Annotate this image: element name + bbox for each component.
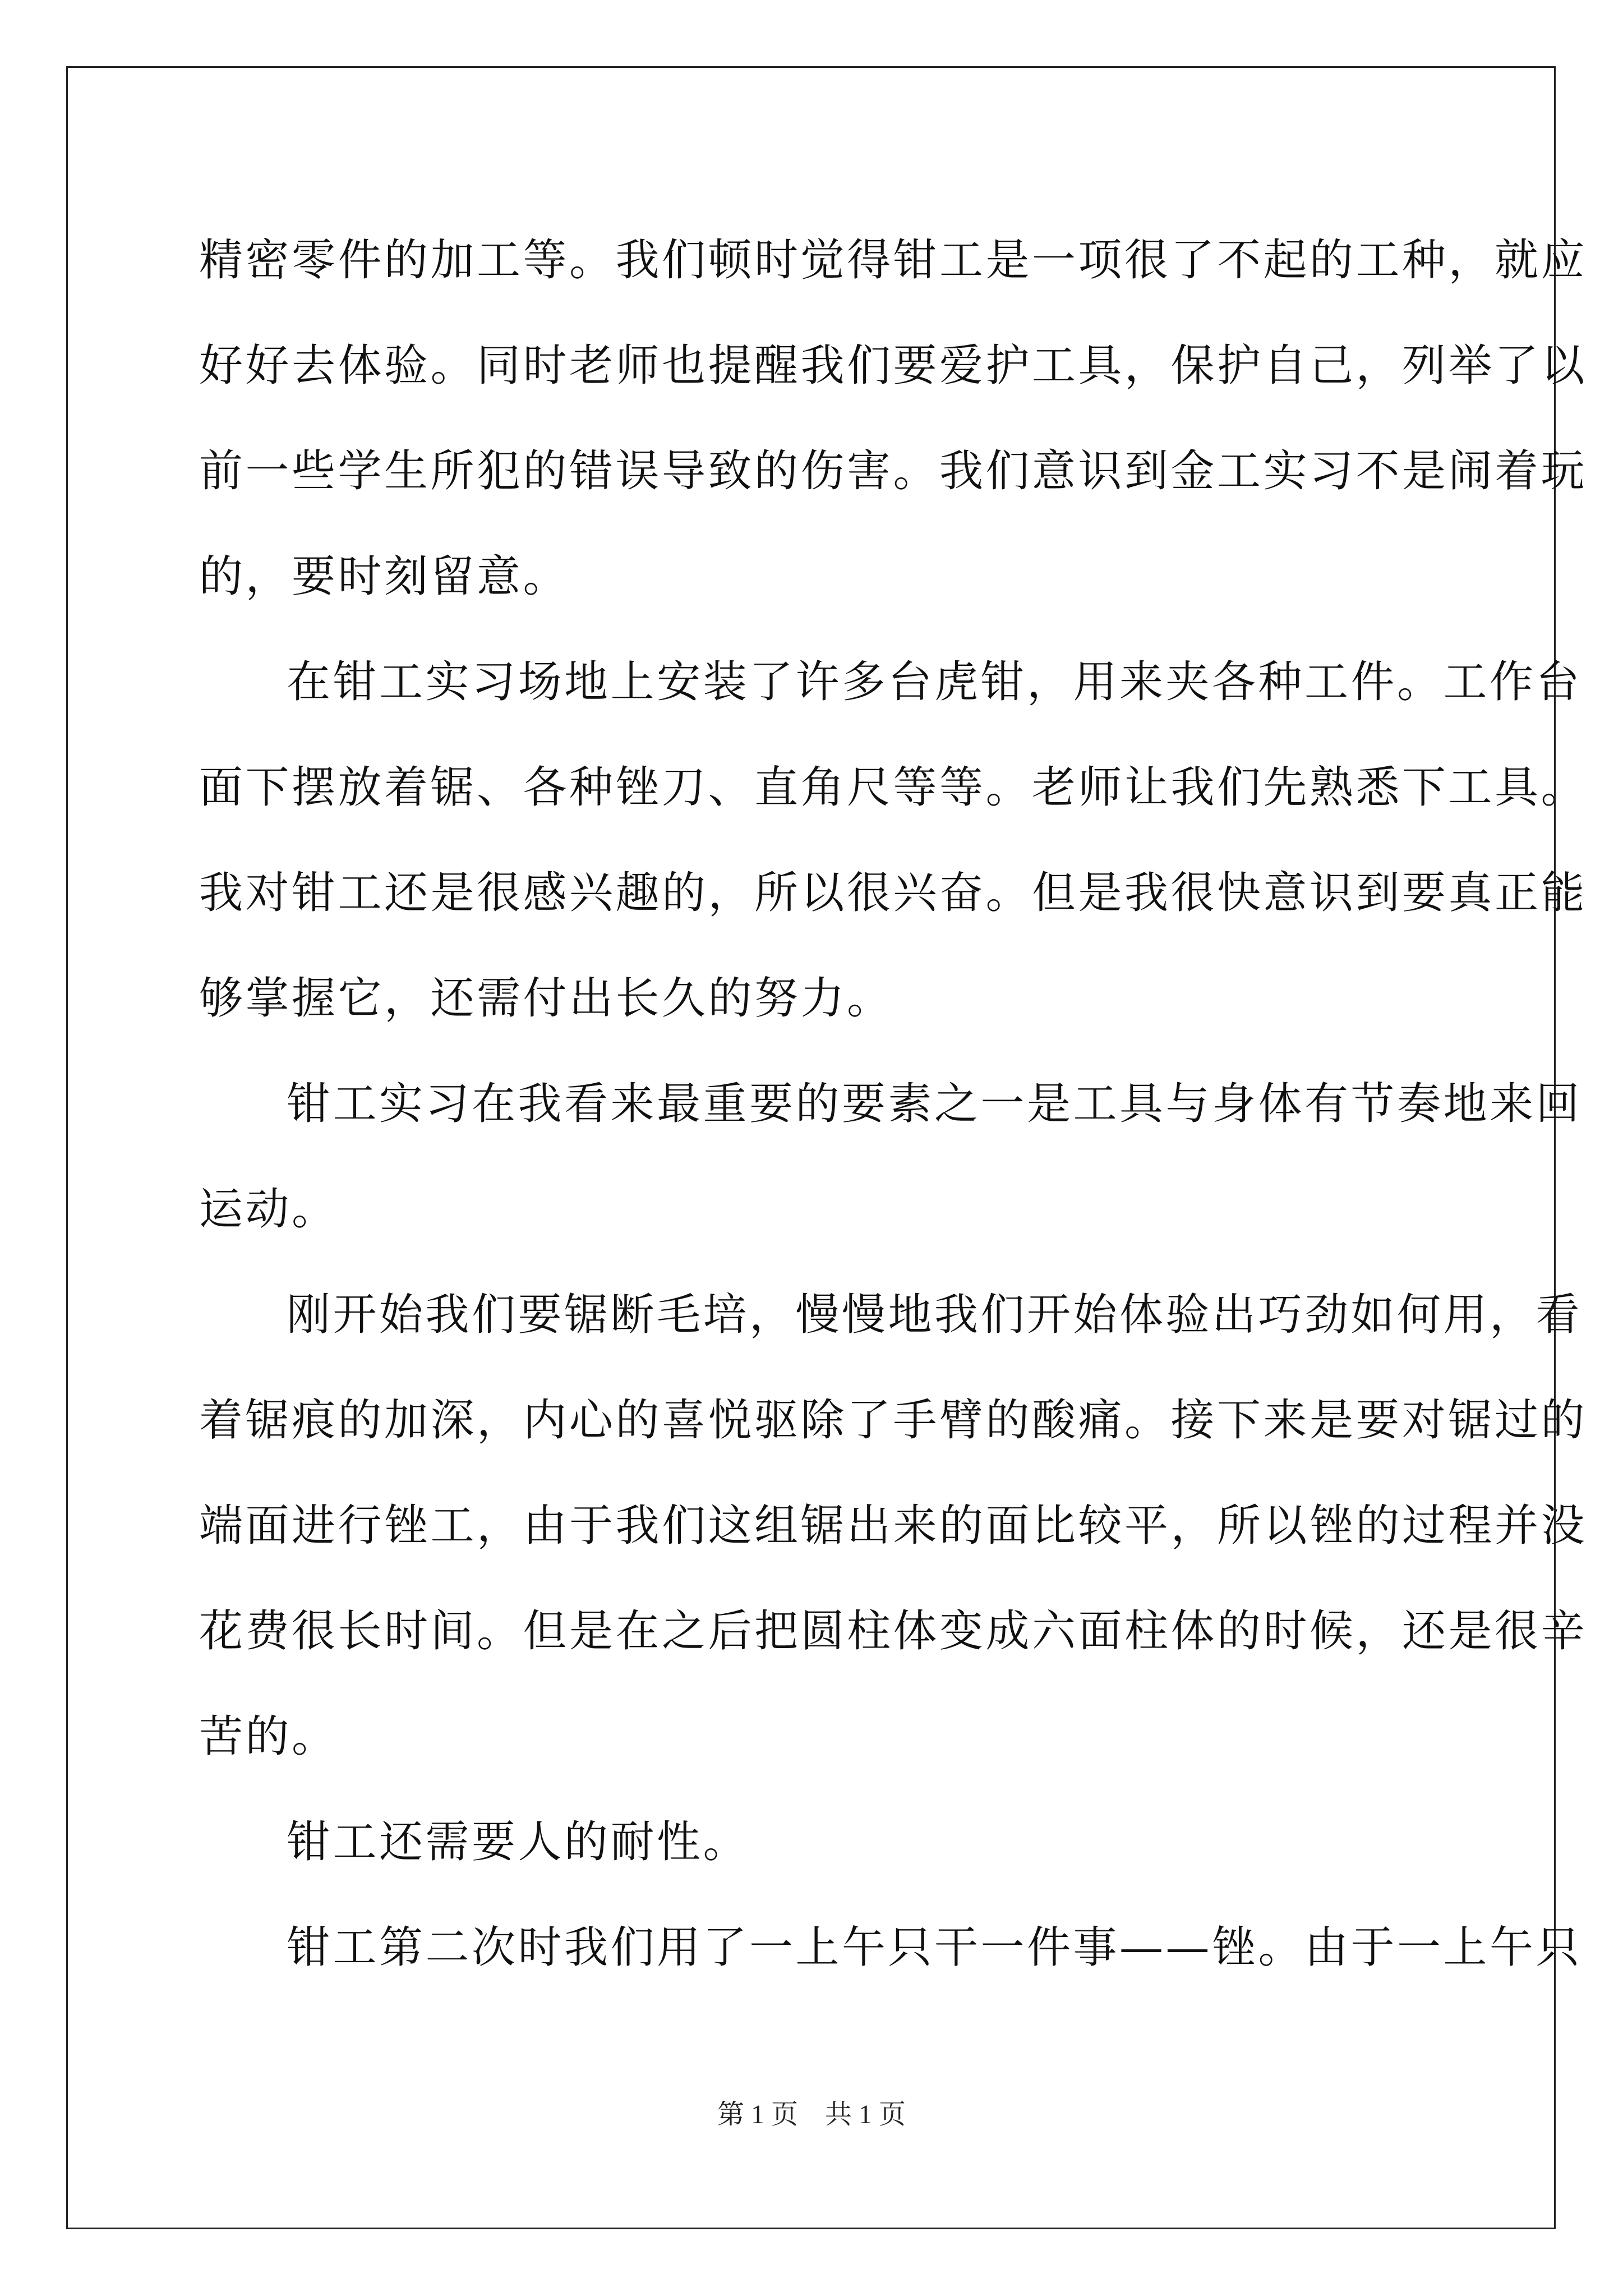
- text-line: 运动。: [199, 1184, 338, 1235]
- text-line: 钳工还需要人的耐性。: [287, 1817, 750, 1867]
- text-line: 花费很长时间。但是在之后把圆柱体变成六面柱体的时候，还是很辛: [199, 1606, 1588, 1657]
- text-line: 的，要时刻留意。: [199, 551, 570, 602]
- text-line: 够掌握它，还需付出长久的努力。: [199, 973, 893, 1024]
- text-line: 端面进行锉工，由于我们这组锯出来的面比较平，所以锉的过程并没: [199, 1501, 1588, 1551]
- text-line: 好好去体验。同时老师也提醒我们要爱护工具，保护自己，列举了以: [199, 341, 1588, 391]
- text-line: 钳工第二次时我们用了一上午只干一件事——锉。由于一上午只: [287, 1922, 1583, 1973]
- document-body: [199, 208, 1588, 2000]
- text-line: 着锯痕的加深，内心的喜悦驱除了手臂的酸痛。接下来是要对锯过的: [199, 1395, 1588, 1446]
- text-line: 刚开始我们要锯断毛培，慢慢地我们开始体验出巧劲如何用，看: [287, 1290, 1583, 1340]
- text-line: 精密零件的加工等。我们顿时觉得钳工是一项很了不起的工种，就应: [199, 235, 1588, 286]
- text-line: 前一些学生所犯的错误导致的伤害。我们意识到金工实习不是闹着玩: [199, 446, 1588, 496]
- text-line: 我对钳工还是很感兴趣的，所以很兴奋。但是我很快意识到要真正能: [199, 868, 1588, 918]
- text-line: 苦的。: [199, 1711, 338, 1762]
- text-line: 钳工实习在我看来最重要的要素之一是工具与身体有节奏地来回: [287, 1079, 1583, 1129]
- page-footer: 第 1 页 共 1 页: [717, 2100, 906, 2129]
- text-line: 面下摆放着锯、各种锉刀、直角尺等等。老师让我们先熟悉下工具。: [199, 762, 1588, 813]
- text-line: 在钳工实习场地上安装了许多台虎钳，用来夹各种工件。工作台: [287, 657, 1583, 707]
